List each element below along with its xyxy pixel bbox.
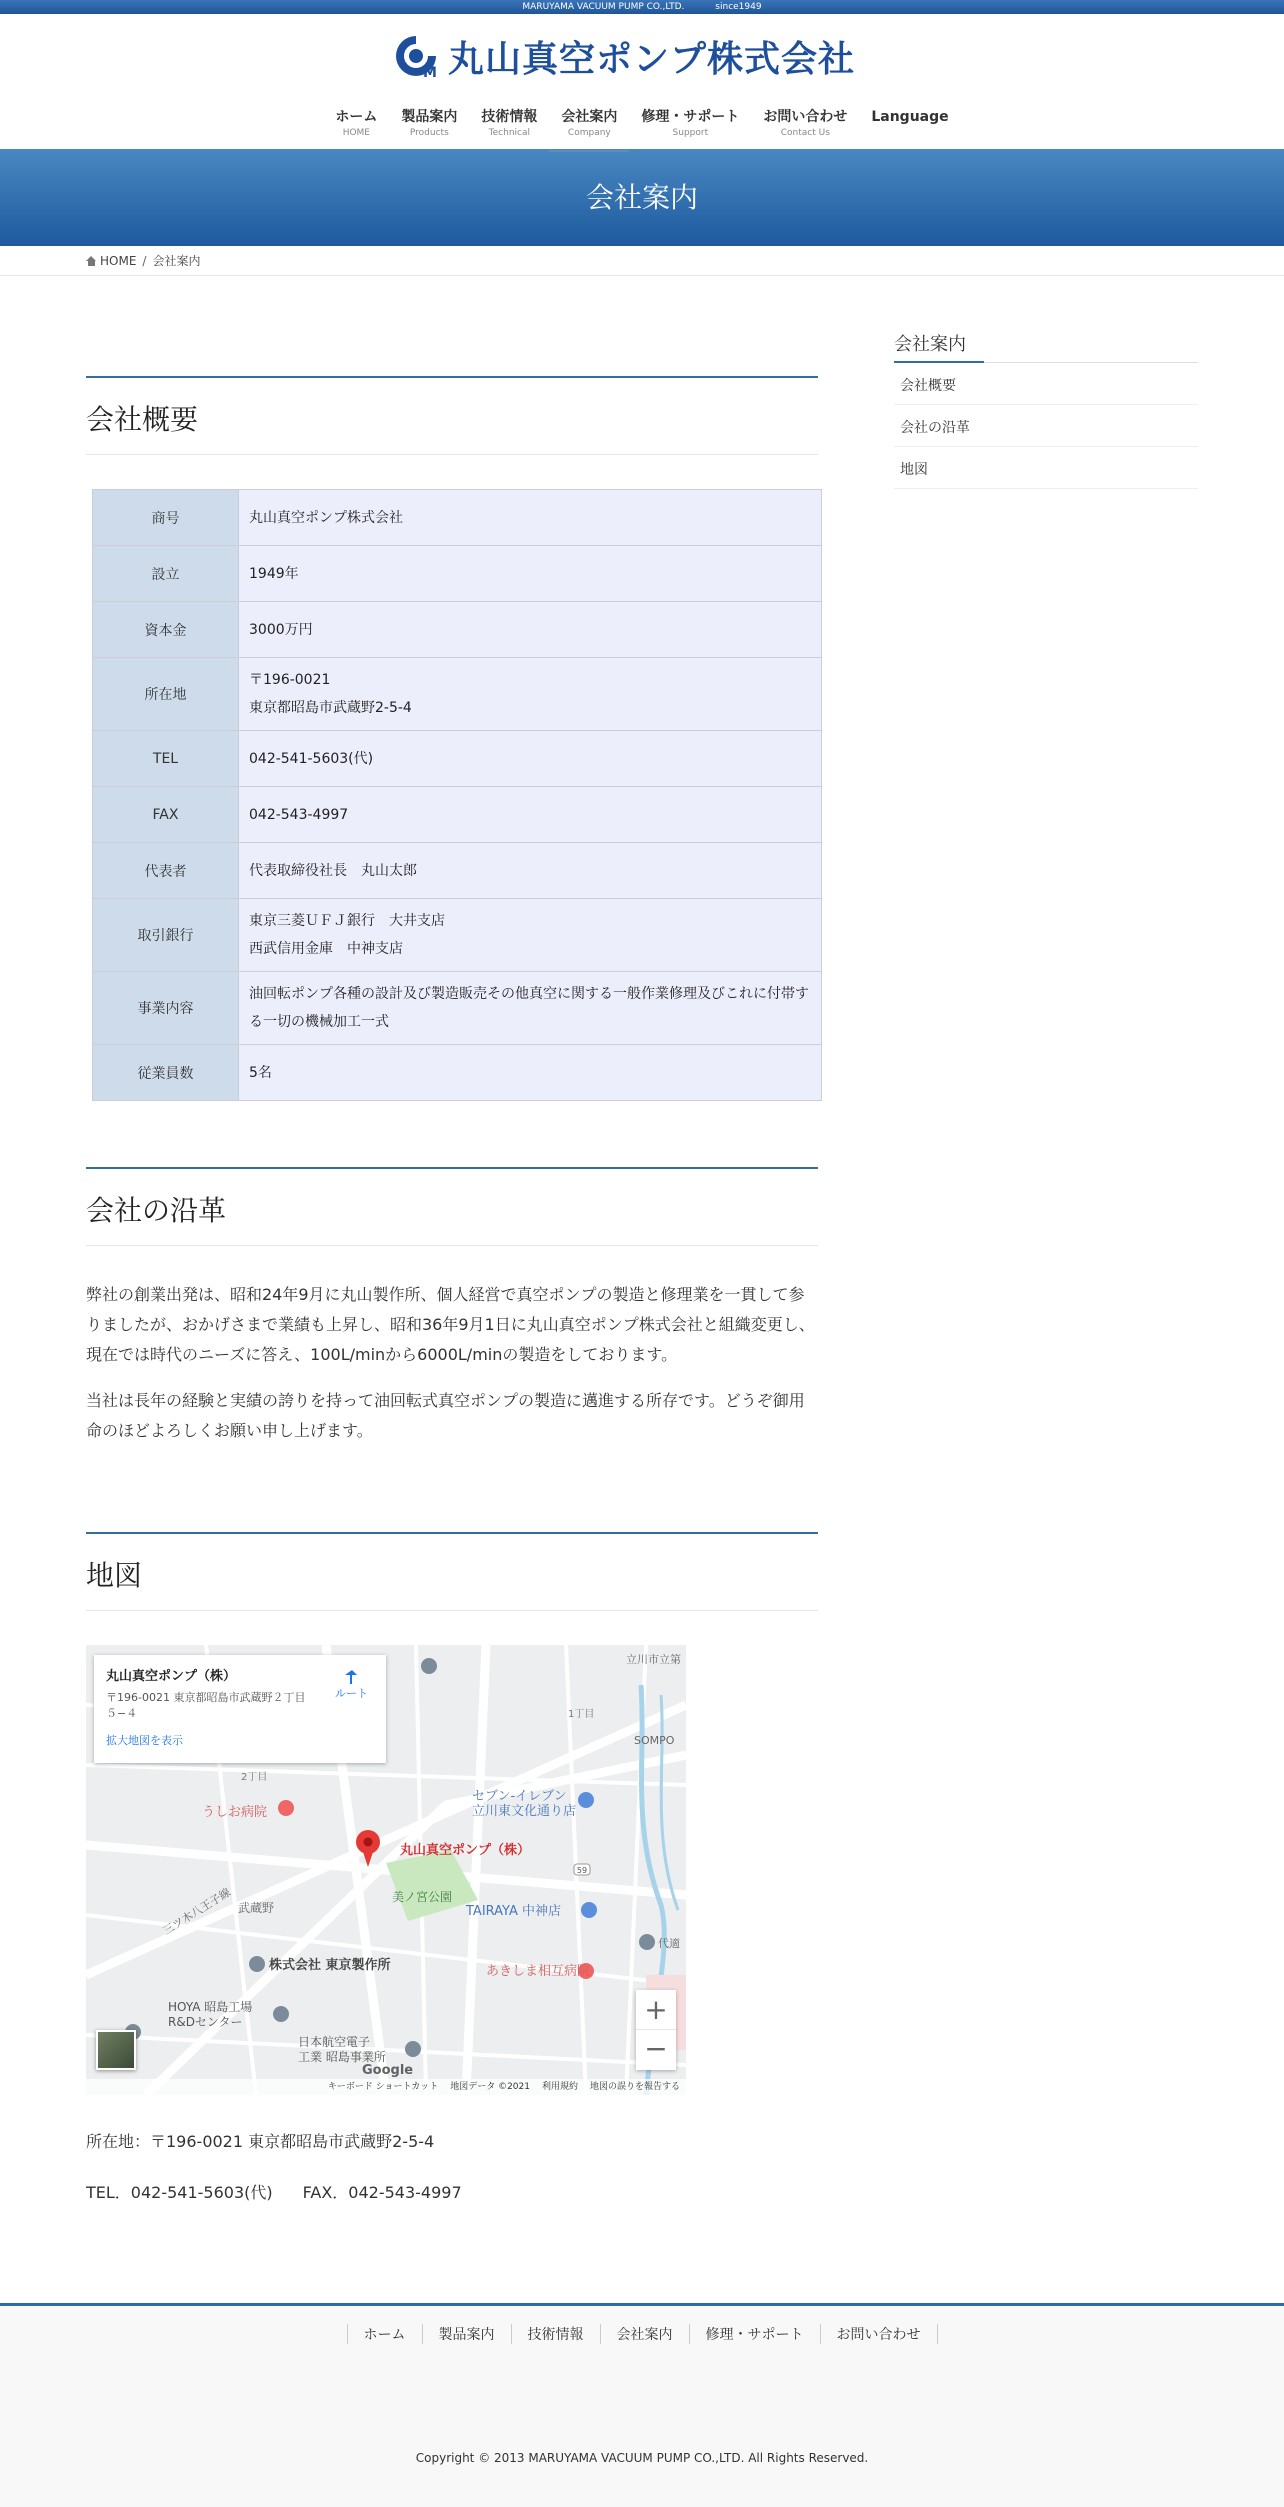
table-value-line: 東京三菱ＵＦＪ銀行 大井支店 <box>249 913 445 929</box>
map-label-chome1: 1丁目 <box>568 1709 595 1720</box>
table-row <box>93 490 822 546</box>
table-value-line: 東京都昭島市武蔵野2-5-4 <box>249 700 412 716</box>
table-value-line: 〒196-0021 <box>249 672 331 688</box>
map-label-tachikawa: 立川市立第 <box>626 1653 681 1666</box>
map-card-larger-link[interactable]: 拡大地図を表示 <box>106 1734 183 1747</box>
map-card-address: 〒196-0021 東京都昭島市武蔵野２丁目５−４ <box>106 1691 306 1720</box>
nav-item-language[interactable]: Language <box>871 109 949 125</box>
table-row-value <box>239 843 822 899</box>
footer-link-company[interactable]: 会社案内 <box>600 2324 689 2344</box>
sidebar-item-history[interactable]: 会社の沿革 <box>894 405 1198 447</box>
map-data-credit: 地図データ ©2021 <box>450 2082 530 2092</box>
table-value-line: 代表取締役社長 丸山太郎 <box>249 862 417 879</box>
fax-text: FAX．042-543-4997 <box>302 2183 462 2202</box>
table-row-key: 所在地 <box>93 658 239 731</box>
map-label-jae-site: 工業 昭島事業所 <box>298 2050 386 2064</box>
table-row-key: 商号 <box>93 490 239 546</box>
main-content <box>86 376 818 2203</box>
map-report-link[interactable]: 地図の誤りを報告する <box>589 2082 680 2092</box>
logo-mark-icon <box>392 32 440 80</box>
company-info-table <box>92 489 822 1101</box>
section-heading-history: 会社の沿革 <box>86 1167 818 1246</box>
map-label-park: 美ノ宮公園 <box>392 1890 453 1904</box>
map-route-label: ルート <box>335 1687 368 1700</box>
table-row <box>93 899 822 972</box>
footer-link-technical[interactable]: 技術情報 <box>511 2324 600 2344</box>
table-row-key: TEL <box>93 731 239 787</box>
map-zoom-controls <box>636 1990 676 2070</box>
map-label-tokyo-seisakusho: 株式会社 東京製作所 <box>269 1958 391 1973</box>
map-zoom-in-button[interactable]: + <box>636 1990 676 2030</box>
site-footer <box>0 2303 1284 2507</box>
map-label-jae: 日本航空電子 <box>298 2035 371 2049</box>
table-row-key: 資本金 <box>93 602 239 658</box>
table-row-value <box>239 602 822 658</box>
table-row-value <box>239 972 822 1045</box>
home-icon <box>86 256 97 266</box>
logo-text: 丸山真空ポンプ株式会社 <box>448 38 856 80</box>
map-label-hoya: HOYA 昭島工場 <box>168 2000 253 2014</box>
table-row-key: FAX <box>93 787 239 843</box>
footer-nav <box>0 2324 1284 2344</box>
company-en-name: MARUYAMA VACUUM PUMP CO.,LTD. <box>522 2 685 12</box>
map-label-ushio: うしお病院 <box>202 1805 268 1820</box>
table-row-value <box>239 899 822 972</box>
table-value-line: 1949年 <box>249 565 299 582</box>
tel-text: TEL．042-541-5603(代) <box>86 2183 273 2202</box>
table-row-value <box>239 546 822 602</box>
page-hero <box>0 149 1284 246</box>
table-row <box>93 1045 822 1101</box>
map-road-number: 59 <box>576 1866 588 1875</box>
nav-item-technical[interactable]: 技術情報 Technical <box>481 109 538 138</box>
table-row <box>93 972 822 1045</box>
table-row-value <box>239 731 822 787</box>
table-value-line: 丸山真空ポンプ株式会社 <box>249 509 403 526</box>
nav-item-home[interactable]: ホーム HOME <box>335 109 378 138</box>
table-row-key: 取引銀行 <box>93 899 239 972</box>
footer-link-home[interactable]: ホーム <box>347 2324 422 2344</box>
table-row-key: 代表者 <box>93 843 239 899</box>
sidebar-title: 会社案内 <box>894 330 1198 363</box>
map-keyboard-shortcuts[interactable]: キーボード ショートカット <box>327 2082 439 2092</box>
map-label-akishima: あきしま相互病院 <box>486 1964 591 1979</box>
map-label-seven: セブン-イレブン <box>472 1789 567 1804</box>
map-label-road-mitsugi: 三ツ木八王子線 <box>160 1885 233 1938</box>
sidebar-item-map[interactable]: 地図 <box>894 447 1198 489</box>
since-label: since1949 <box>715 2 762 12</box>
table-value-line: 042-541-5603(代) <box>249 750 374 767</box>
map-label-musashino: 武蔵野 <box>238 1901 275 1915</box>
table-row-key: 設立 <box>93 546 239 602</box>
map-card-title: 丸山真空ポンプ（株） <box>106 1669 237 1684</box>
main-nav <box>0 108 1284 158</box>
hero-title: 会社案内 <box>585 181 698 214</box>
google-logo: Google <box>362 2063 414 2078</box>
table-row <box>93 731 822 787</box>
logo-mark-letter: M <box>423 65 437 80</box>
map-label-hoya-rd: R&Dセンター <box>168 2015 243 2029</box>
footer-link-products[interactable]: 製品案内 <box>422 2324 511 2344</box>
table-value-line: 西武信用金庫 中神支店 <box>249 941 403 957</box>
table-row-value <box>239 490 822 546</box>
map-satellite-toggle[interactable] <box>96 2030 136 2070</box>
table-row-key: 従業員数 <box>93 1045 239 1101</box>
map-label-seven-branch: 立川東文化通り店 <box>472 1804 577 1819</box>
nav-item-support[interactable]: 修理・サポート Support <box>641 109 740 138</box>
map-label-taiyara: TAIRAYA 中神店 <box>466 1904 562 1919</box>
table-row <box>93 658 822 731</box>
map-label-sompo: SOMPO <box>634 1734 675 1747</box>
google-map[interactable] <box>86 1645 686 2095</box>
map-marker-label: 丸山真空ポンプ（株） <box>400 1843 531 1858</box>
map-label-nakagami: 代適 <box>658 1937 680 1950</box>
table-value-line: 3000万円 <box>249 621 313 638</box>
table-row-value <box>239 1045 822 1101</box>
route-icon <box>344 1669 360 1685</box>
table-value-line: 5名 <box>249 1064 272 1081</box>
address-text: 所在地：〒196-0021 東京都昭島市武蔵野2-5-4 <box>86 2132 435 2151</box>
table-row-key: 事業内容 <box>93 972 239 1045</box>
site-header <box>0 14 1284 149</box>
nav-item-contact[interactable]: お問い合わせ Contact Us <box>763 109 848 138</box>
table-row <box>93 546 822 602</box>
map-info-card <box>94 1655 386 1763</box>
contact-line <box>86 2180 818 2203</box>
map-zoom-out-button[interactable]: − <box>644 2032 668 2065</box>
table-row-value <box>239 658 822 731</box>
table-row-value <box>239 787 822 843</box>
section-heading-overview: 会社概要 <box>86 376 818 455</box>
breadcrumb-current: 会社案内 <box>152 254 201 268</box>
map-terms-link[interactable]: 利用規約 <box>541 2082 578 2092</box>
nav-item-products[interactable]: 製品案内 Products <box>401 109 458 138</box>
footer-link-contact[interactable]: お問い合わせ <box>820 2324 938 2344</box>
sidebar-item-overview[interactable]: 会社概要 <box>894 363 1198 405</box>
table-value-line: 油回転ポンプ各種の設計及び製造販売その他真空に関する一般作業修理及びこれに付帯する一切の機械加工一式 <box>249 986 809 1030</box>
footer-link-support[interactable]: 修理・サポート <box>689 2324 820 2344</box>
top-bar <box>0 0 1284 14</box>
map-route-button[interactable] <box>335 1669 368 1701</box>
map-label-chome2: 2丁目 <box>241 1772 268 1783</box>
breadcrumb: HOME / 会社案内 <box>0 246 1284 276</box>
table-row <box>93 787 822 843</box>
section-heading-map: 地図 <box>86 1532 818 1611</box>
sidebar <box>894 330 1198 489</box>
table-row <box>93 602 822 658</box>
map-footer-bar <box>86 2079 686 2095</box>
site-logo[interactable] <box>392 28 892 84</box>
breadcrumb-home[interactable]: HOME <box>100 254 137 268</box>
table-value-line: 042-543-4997 <box>249 806 349 823</box>
history-paragraph-1: 弊社の創業出発は、昭和24年9月に丸山製作所、個人経営で真空ポンプの製造と修理業を一貫して参りましたが、おかげさまで業績も上昇し、昭和36年9月1日に丸山真空ポンプ株式会社と組織変更し、現在では時代のニーズに答え、100L/minから6000L/minの製造をしております。 <box>86 1285 815 1364</box>
table-row <box>93 843 822 899</box>
nav-item-company[interactable]: 会社案内 Company <box>549 108 629 158</box>
copyright-text: Copyright © 2013 MARUYAMA VACUUM PUMP CO.,LTD. All Rights Reserved. <box>415 2451 869 2465</box>
history-paragraph-2: 当社は長年の経験と実績の誇りを持って油回転式真空ポンプの製造に邁進する所存です。どうぞ御用命のほどよろしくお願い申し上げます。 <box>86 1391 805 1440</box>
